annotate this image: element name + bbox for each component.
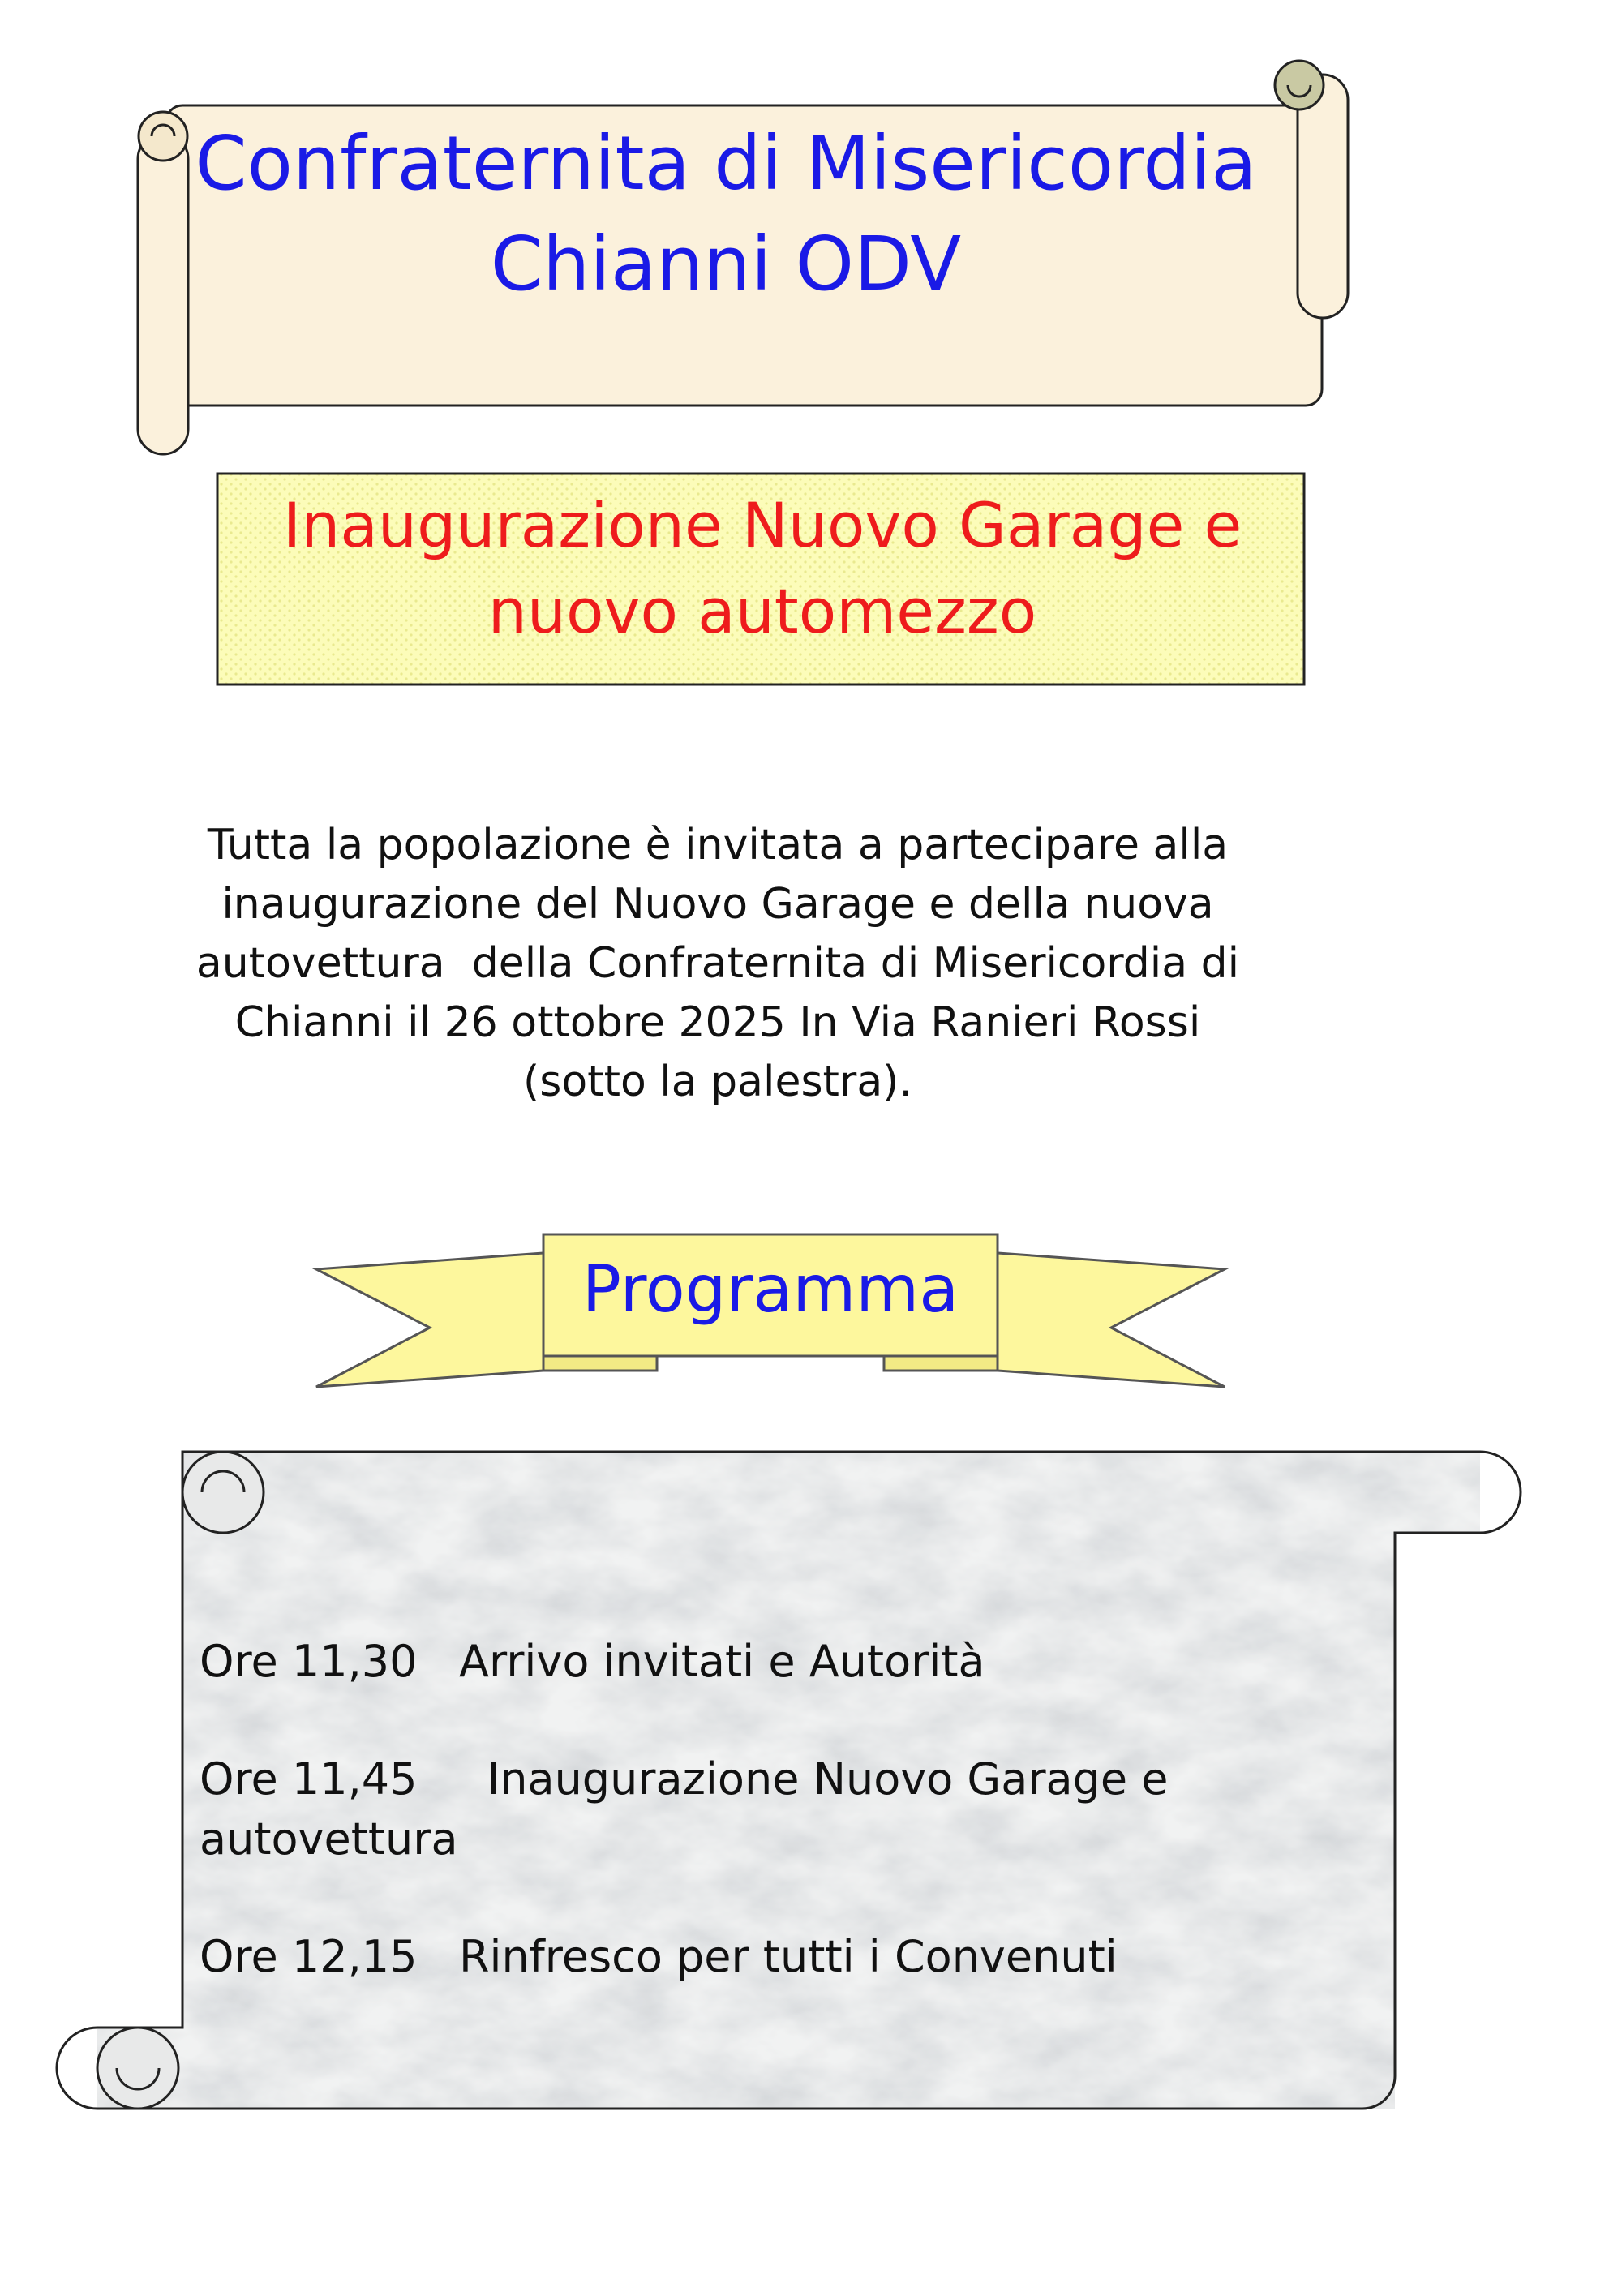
- invitation-line: autovettura della Confraternita di Misericordia di: [195, 939, 1240, 988]
- event-title-line: nuovo automezzo: [487, 575, 1037, 647]
- event-title: [227, 483, 1298, 654]
- schedule-item: [200, 1632, 1359, 1692]
- schedule-item: [200, 1749, 1359, 1869]
- schedule-activity: Arrivo invitati e Autorità: [459, 1636, 985, 1687]
- invitation-line: Chianni il 26 ottobre 2025 In Via Ranieri Rossi: [234, 998, 1201, 1047]
- invitation-line: (sotto la palestra).: [522, 1058, 912, 1106]
- event-title-line: Inaugurazione Nuovo Garage e: [282, 489, 1242, 561]
- schedule-time: Ore 11,45: [200, 1753, 418, 1805]
- invitation-line: inaugurazione del Nuovo Garage e della nuova: [221, 880, 1214, 929]
- organization-title-line: Chianni ODV: [490, 221, 962, 307]
- invitation-text: [130, 816, 1306, 1112]
- schedule-time: Ore 11,30: [200, 1636, 418, 1687]
- organization-title-line: Confraternita di Misericordia: [195, 120, 1257, 207]
- schedule-item: [200, 1927, 1359, 1987]
- schedule-activity: Rinfresco per tutti i Convenuti: [459, 1931, 1118, 1982]
- invitation-line: Tutta la popolazione è invitata a partecipare alla: [207, 821, 1229, 869]
- schedule-time: Ore 12,15: [200, 1931, 418, 1982]
- schedule-activity: Inaugurazione Nuovo Garage e autovettura: [200, 1753, 1182, 1865]
- programma-heading: Programma: [581, 1251, 959, 1327]
- organization-title: [187, 114, 1265, 315]
